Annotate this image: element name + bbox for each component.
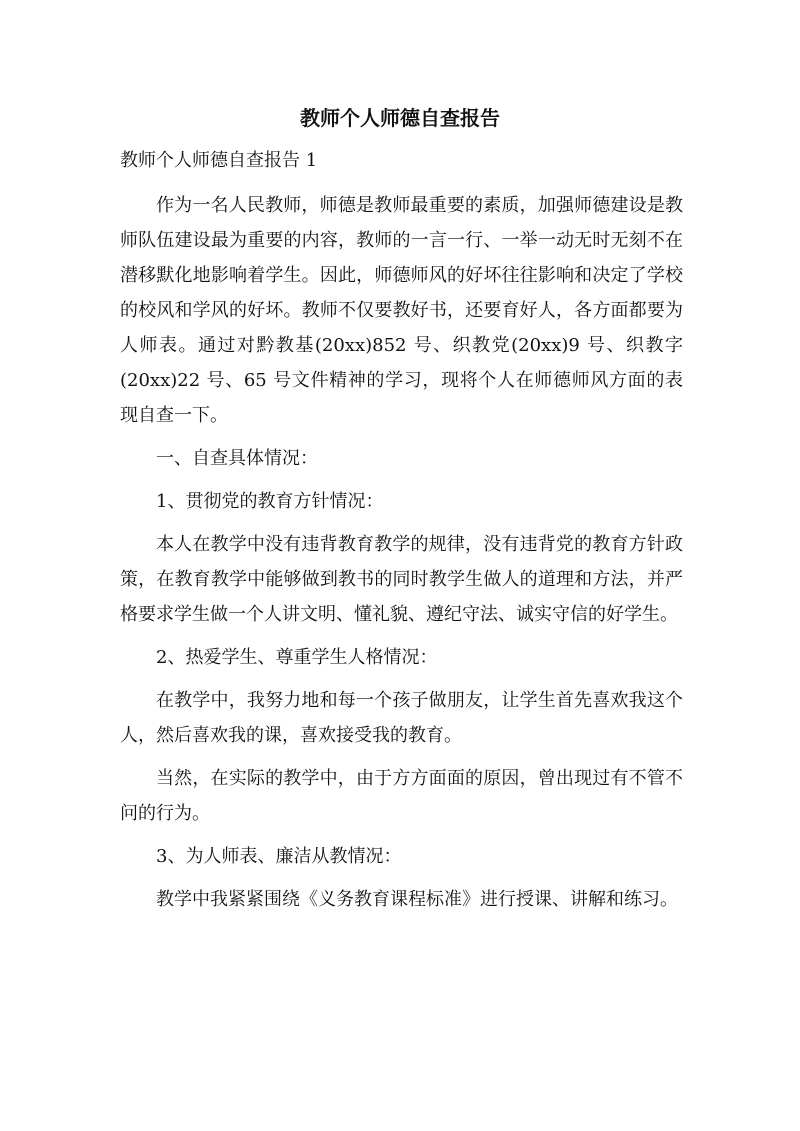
paragraph-friends: 在教学中，我努力地和每一个孩子做朋友，让学生首先喜欢我这个人，然后喜欢我的课，喜欢接受我的教育。 [120, 690, 683, 746]
paragraph-curriculum: 教学中我紧紧围绕《义务教育课程标准》进行授课、讲解和练习。 [156, 889, 678, 910]
document-title: 教师个人师德自查报告 [300, 106, 500, 130]
heading-self-check: 一、自查具体情况： [156, 448, 318, 469]
heading-respect-students: 2、热爱学生、尊重学生人格情况： [156, 647, 438, 668]
paragraph-intro: 作为一名人民教师，师德是教师最重要的素质，加强师德建设是教师队伍建设最为重要的内容，教师的一言一行、一举一动无时无刻不在潜移默化地影响着学生。因此，师德师风的好坏往往影响和决定了学校的校风和学风的好坏。教师不仅要教好书，还要育好人，各方面都要为人师表。通过对黔教基(20xx)852 号、织教党(20xx)9 号、织教字(20xx)22 号、65 号文件精神的学习，现将个人在师德师风方面的表现自查一下。 [120, 195, 683, 426]
heading-policy: 1、贯彻党的教育方针情况： [156, 491, 384, 512]
paragraph-policy: 本人在教学中没有违背教育教学的规律，没有违背党的教育方针政策，在教育教学中能够做到教书的同时教学生做人的道理和方法，并严格要求学生做一个人讲文明、懂礼貌、遵纪守法、诚实守信的好学生。 [120, 534, 683, 625]
heading-integrity: 3、为人师表、廉洁从教情况： [156, 846, 402, 867]
document-body [120, 188, 683, 925]
report-subtitle: 教师个人师德自查报告 1 [120, 150, 318, 171]
paragraph-shortcomings: 当然，在实际的教学中，由于方方面面的原因，曾出现过有不管不问的行为。 [120, 768, 683, 824]
